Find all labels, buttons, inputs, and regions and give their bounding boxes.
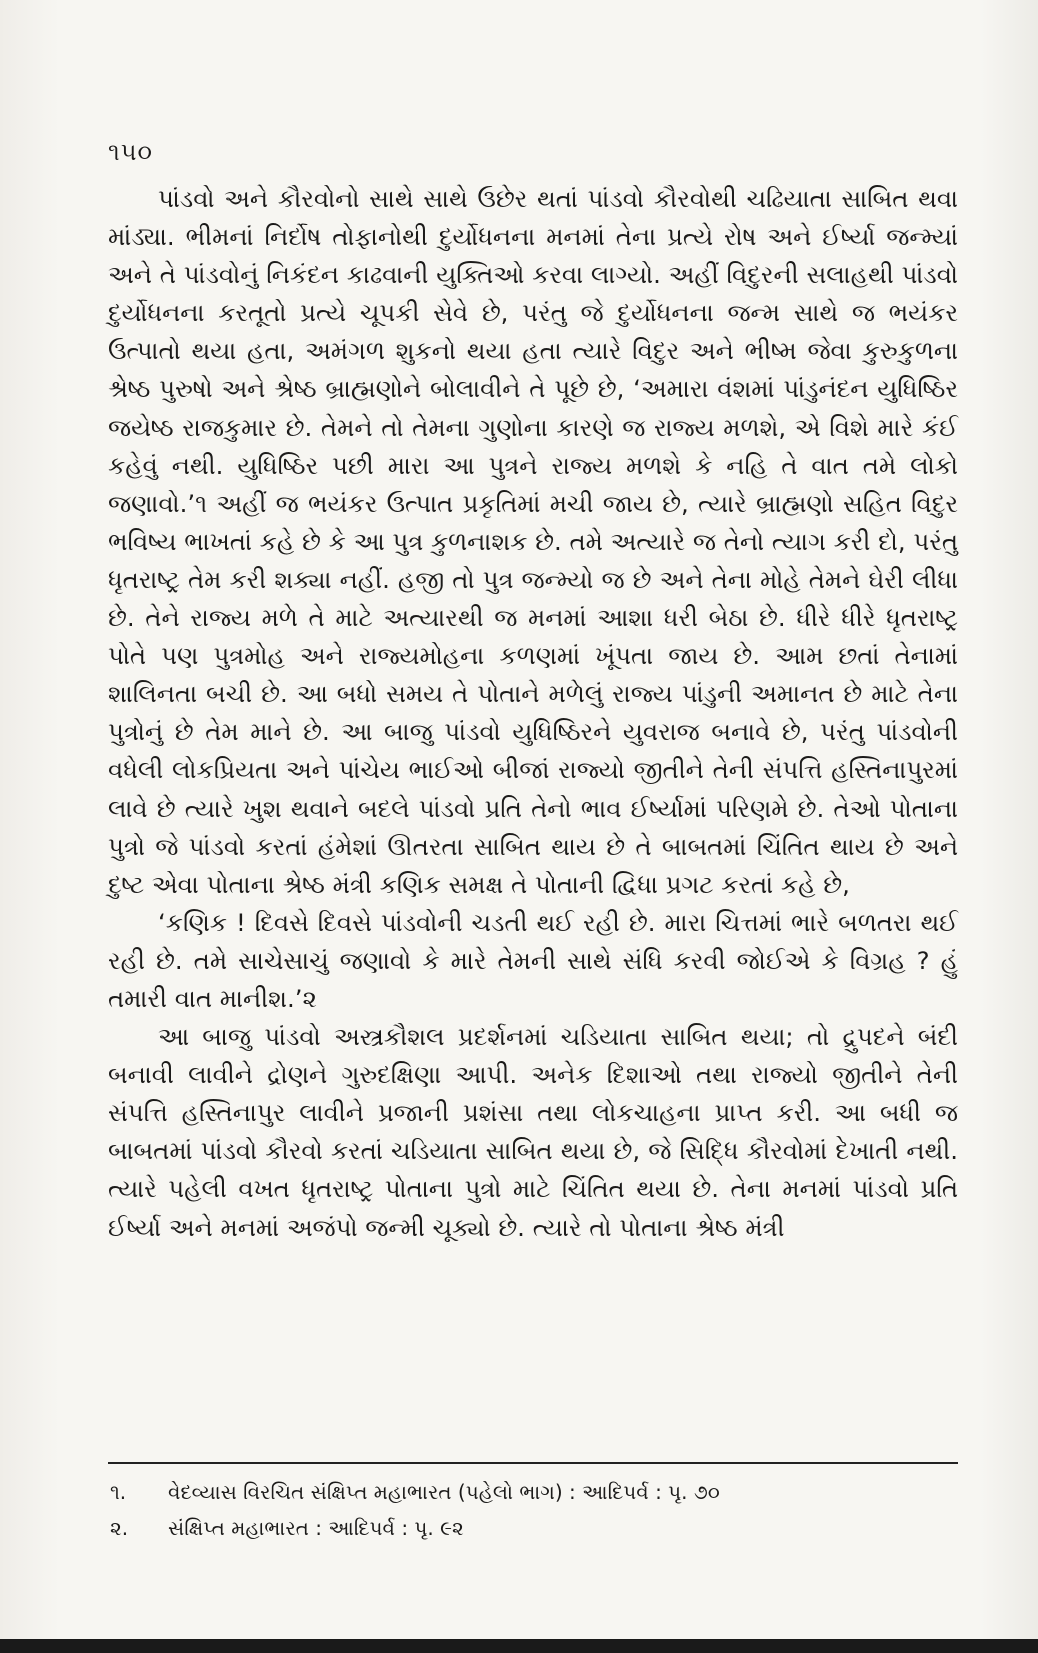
footnote-number: ૧.: [110, 1480, 127, 1504]
footnote-divider: [108, 1462, 958, 1464]
footnote-text: વેદવ્યાસ વિરચિત સંક્ષિપ્ત મહાભારત (પહેલો ભાગ) : આદિપર્વ : પૃ. ૭૦: [168, 1480, 720, 1504]
body-text: [108, 180, 958, 1247]
paragraph-2: ‘કણિક ! દિવસે દિવસે પાંડવોની ચડતી થઈ રહી છે. મારા ચિત્તમાં ભારે બળતરા થઈ રહી છે. તમે સાચેસાચું જણાવો કે મારે તેમની સાથે સંધિ કરવી જોઈએ કે વિગ્રહ ? હું તમારી વાત માનીશ.’૨: [108, 907, 958, 1013]
footnote-text: સંક્ષિપ્ત મહાભારત : આદિપર્વ : પૃ. ૯૨: [168, 1516, 464, 1540]
footnote-2: [110, 1510, 960, 1546]
footnote-1: [110, 1474, 960, 1510]
page-number: ૧૫૦: [108, 138, 153, 166]
footnotes: [110, 1474, 960, 1546]
footnote-number: ૨.: [110, 1516, 129, 1540]
paragraph-3: આ બાજુ પાંડવો અસ્ત્રકૌશલ પ્રદર્શનમાં ચડિયાતા સાબિત થયા; તો દ્રુપદને બંદી બનાવી લાવીને દ્રોણને ગુરુદક્ષિણા આપી. અનેક દિશાઓ તથા રાજ્યો જીતીને તેની સંપત્તિ હસ્તિનાપુર લાવીને પ્રજાની પ્રશંસા તથા લોકચાહના પ્રાપ્ત કરી. આ બધી જ બાબતમાં પાંડવો કૌરવો કરતાં ચડિયાતા સાબિત થયા છે, જે સિદ્ધિ કૌરવોમાં દેખાતી નથી. ત્યારે પહેલી વખત ધૃતરાષ્ટ્ર પોતાના પુત્રો માટે ચિંતિત થયા છે. તેના મનમાં પાંડવો પ્રતિ ઈર્ષ્યા અને મનમાં અજંપો જન્મી ચૂક્યો છે. ત્યારે તો પોતાના શ્રેષ્ઠ મંત્રી: [108, 1022, 958, 1242]
scan-edge: [0, 1639, 1038, 1653]
paragraph-1: પાંડવો અને કૌરવોનો સાથે સાથે ઉછેર થતાં પાંડવો કૌરવોથી ચઢિયાતા સાબિત થવા માંડ્યા. ભીમનાં નિર્દોષ તોફાનોથી દુર્યોધનના મનમાં તેના પ્રત્યે રોષ અને ઈર્ષ્યા જન્મ્યાં અને તે પાંડવોનું નિકંદન કાઢવાની યુક્તિઓ કરવા લાગ્યો. અહીં વિદુરની સલાહથી પાંડવો દુર્યોધનના કરતૂતો પ્રત્યે ચૂપકી સેવે છે, પરંતુ જે દુર્યોધનના જન્મ સાથે જ ભયંકર ઉત્પાતો થયા હતા, અમંગળ શુકનો થયા હતા ત્યારે વિદુર અને ભીષ્મ જેવા કુરુકુળના શ્રેષ્ઠ પુરુષો અને શ્રેષ્ઠ બ્રાહ્મણોને બોલાવીને તે પૂછે છે, ‘અમારા વંશમાં પાંડુનંદન યુધિષ્ઠિર જયેષ્ઠ રાજકુમાર છે. તેમને તો તેમના ગુણોના કારણે જ રાજ્ય મળશે, એ વિશે મારે કંઈ કહેવું નથી. યુધિષ્ઠિર પછી મારા આ પુત્રને રાજ્ય મળશે કે નહિ તે વાત તમે લોકો જણાવો.’૧ અહીં જ ભયંકર ઉત્પાત પ્રકૃતિમાં મચી જાય છે, ત્યારે બ્રાહ્મણો સહિત વિદુર ભવિષ્ય ભાખતાં કહે છે કે આ પુત્ર કુળનાશક છે. તમે અત્યારે જ તેનો ત્યાગ કરી દો, પરંતુ ધૃતરાષ્ટ્ર તેમ કરી શક્યા નહીં. હજી તો પુત્ર જન્મ્યો જ છે અને તેના મોહે તેમને ઘેરી લીધા છે. તેને રાજ્ય મળે તે માટે અત્યારથી જ મનમાં આશા ધરી બેઠા છે. ધીરે ધીરે ધૃતરાષ્ટ્ર પોતે પણ પુત્રમોહ અને રાજ્યમોહના કળણમાં ખૂંપતા જાય છે. આમ છતાં તેનામાં શાલિનતા બચી છે. આ બધો સમય તે પોતાને મળેલું રાજ્ય પાંડુની અમાનત છે માટે તેના પુત્રોનું છે તેમ માને છે. આ બાજુ પાંડવો યુધિષ્ઠિરને યુવરાજ બનાવે છે, પરંતુ પાંડવોની વધેલી લોકપ્રિયતા અને પાંચેય ભાઈઓ બીજાં રાજ્યો જીતીને તેની સંપત્તિ હસ્તિનાપુરમાં લાવે છે ત્યારે ખુશ થવાને બદલે પાંડવો પ્રતિ તેનો ભાવ ઈર્ષ્યામાં પરિણમે છે. તેઓ પોતાના પુત્રો જે પાંડવો કરતાં હંમેશાં ઊતરતા સાબિત થાય છે તે બાબતમાં ચિંતિત થાય છે અને દુષ્ટ એવા પોતાના શ્રેષ્ઠ મંત્રી કણિક સમક્ષ તે પોતાની દ્વિધા પ્રગટ કરતાં કહે છે,: [108, 184, 959, 899]
